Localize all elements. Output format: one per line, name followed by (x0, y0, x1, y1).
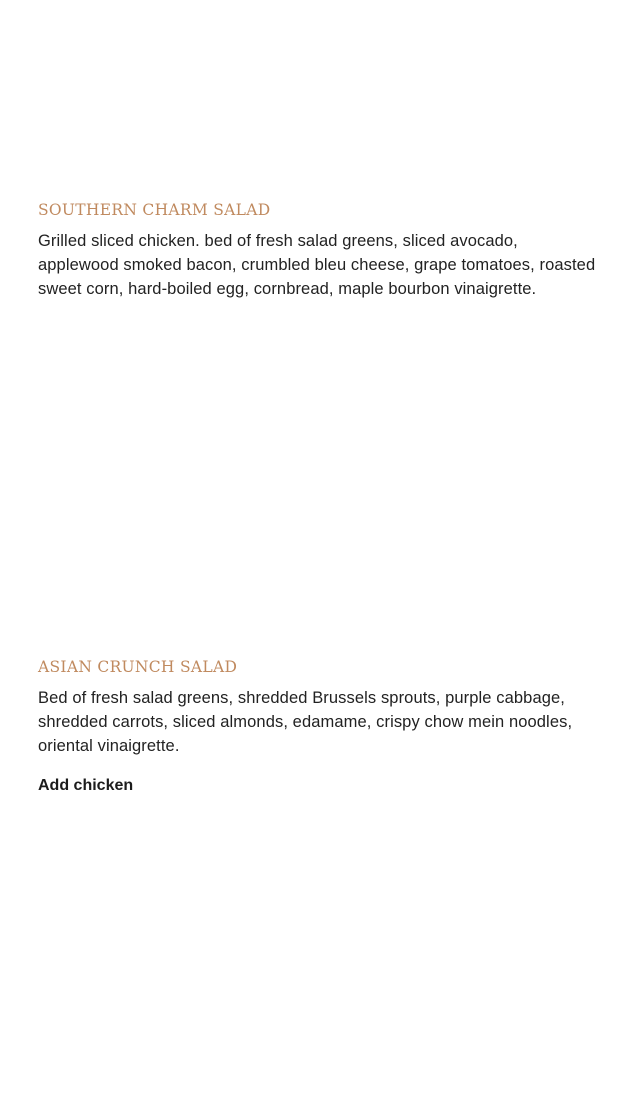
menu-item-southern-charm-salad (38, 199, 598, 301)
menu-item-title: ASIAN CRUNCH SALAD (38, 658, 238, 676)
menu-item-title: SOUTHERN CHARM SALAD (38, 201, 271, 219)
menu-item-description: Grilled sliced chicken. bed of fresh salad greens, sliced avocado, applewood smoked bacon, crumbled bleu cheese, grape tomatoes, roasted sweet corn, hard-boiled egg, cornbread, maple bourbon vinaigrette. (38, 232, 596, 298)
menu-item-asian-crunch-salad (38, 656, 598, 798)
menu-item-addon: Add chicken (38, 777, 134, 794)
menu-item-description: Bed of fresh salad greens, shredded Brussels sprouts, purple cabbage, shredded carrots, sliced almonds, edamame, crispy chow mein noodles, oriental vinaigrette. (38, 689, 573, 755)
